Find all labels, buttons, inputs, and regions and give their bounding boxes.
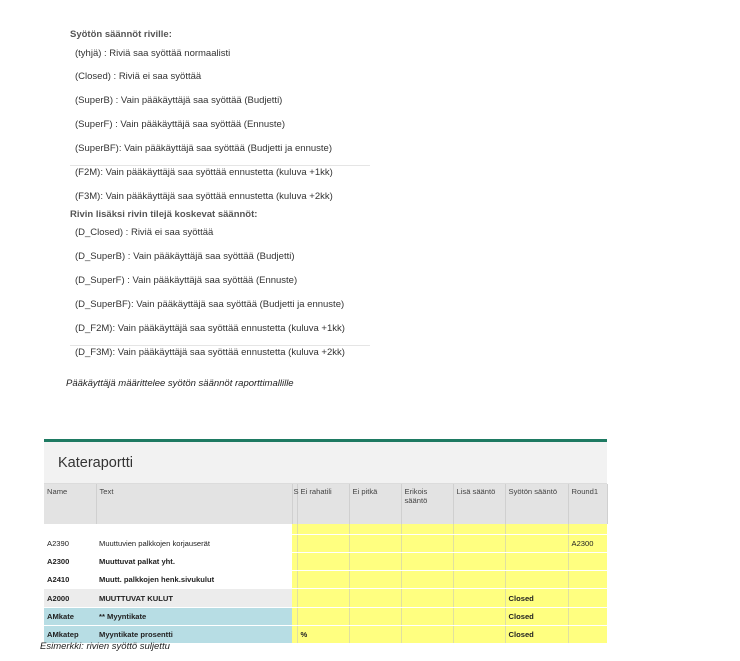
table-spacer-row bbox=[44, 524, 607, 534]
column-header-round1[interactable]: Round1 bbox=[568, 484, 607, 524]
table-header-row bbox=[44, 484, 607, 524]
table-row[interactable] bbox=[44, 589, 607, 607]
cell-ei-pitka[interactable] bbox=[349, 534, 401, 552]
cell-lisa-saanto[interactable] bbox=[453, 534, 505, 552]
table-row[interactable] bbox=[44, 571, 607, 589]
cell-syoton-saanto[interactable] bbox=[505, 571, 568, 589]
cell-erikois-saanto[interactable] bbox=[401, 552, 453, 570]
column-header-ei-pitka[interactable]: Ei pitkä bbox=[349, 484, 401, 524]
cell-erikois-saanto[interactable] bbox=[401, 589, 453, 607]
column-header-ei-rahatili[interactable]: Ei rahatili bbox=[297, 484, 349, 524]
cell-ei-pitka[interactable] bbox=[349, 625, 401, 643]
cell-round1[interactable]: A2300 bbox=[568, 534, 607, 552]
cell-lisa-saanto[interactable] bbox=[453, 552, 505, 570]
cell-round1[interactable] bbox=[568, 607, 607, 625]
cell-ei-rahatili[interactable]: % bbox=[297, 625, 349, 643]
rule-item: (SuperF) : Vain pääkäyttäjä saa syöttää (Ennuste) bbox=[75, 119, 285, 130]
subrow-rule-item: (D_F2M): Vain pääkäyttäjä saa syöttää ennustetta (kuluva +1kk) bbox=[70, 322, 370, 346]
cell-round1[interactable] bbox=[568, 571, 607, 589]
report-panel bbox=[44, 439, 607, 640]
cell-ei-rahatili[interactable] bbox=[297, 571, 349, 589]
cell-round1[interactable] bbox=[568, 625, 607, 643]
cell-syoton-saanto[interactable]: Closed bbox=[505, 625, 568, 643]
cell-lisa-saanto[interactable] bbox=[453, 625, 505, 643]
report-caption: Esimerkki: rivien syöttö suljettu bbox=[40, 641, 170, 652]
rule-item: (SuperB) : Vain pääkäyttäjä saa syöttää (Budjetti) bbox=[75, 95, 283, 106]
cell-name[interactable]: AMkatep bbox=[44, 625, 96, 643]
cell-erikois-saanto[interactable] bbox=[401, 625, 453, 643]
cell-name[interactable]: A2390 bbox=[44, 534, 96, 552]
cell-text[interactable]: Muuttuvat palkat yht. bbox=[96, 552, 292, 570]
cell-ei-pitka[interactable] bbox=[349, 607, 401, 625]
cell-ei-pitka[interactable] bbox=[349, 552, 401, 570]
cell-text[interactable]: Muutt. palkkojen henk.sivukulut bbox=[96, 571, 292, 589]
cell-erikois-saanto[interactable] bbox=[401, 571, 453, 589]
cell-text[interactable]: ** Myyntikate bbox=[96, 607, 292, 625]
cell-syoton-saanto[interactable]: Closed bbox=[505, 607, 568, 625]
cell-text[interactable]: MUUTTUVAT KULUT bbox=[96, 589, 292, 607]
cell-erikois-saanto[interactable] bbox=[401, 534, 453, 552]
cell-lisa-saanto[interactable] bbox=[453, 589, 505, 607]
rule-item: (tyhjä) : Riviä saa syöttää normaalisti bbox=[75, 48, 231, 59]
cell-text[interactable]: Muuttuvien palkkojen korjauserät bbox=[96, 534, 292, 552]
cell-name[interactable]: A2300 bbox=[44, 552, 96, 570]
rule-item: (SuperBF): Vain pääkäyttäjä saa syöttää (Budjetti ja ennuste) bbox=[70, 142, 370, 166]
table-row[interactable] bbox=[44, 607, 607, 625]
column-header-s[interactable]: S bbox=[292, 484, 297, 524]
row-rules-heading: Syötön säännöt riville: bbox=[70, 29, 172, 40]
column-header-lisa-saanto[interactable]: Lisä sääntö bbox=[453, 484, 505, 524]
cell-ei-rahatili[interactable] bbox=[297, 552, 349, 570]
cell-syoton-saanto[interactable] bbox=[505, 534, 568, 552]
cell-name[interactable]: A2000 bbox=[44, 589, 96, 607]
column-header-name[interactable]: Name bbox=[44, 484, 96, 524]
cell-round1[interactable] bbox=[568, 589, 607, 607]
cell-lisa-saanto[interactable] bbox=[453, 607, 505, 625]
cell-ei-rahatili[interactable] bbox=[297, 589, 349, 607]
cell-syoton-saanto[interactable] bbox=[505, 552, 568, 570]
report-title: Kateraportti bbox=[44, 442, 607, 484]
cell-ei-pitka[interactable] bbox=[349, 571, 401, 589]
column-header-text[interactable]: Text bbox=[96, 484, 292, 524]
cell-text[interactable]: Myyntikate prosentti bbox=[96, 625, 292, 643]
cell-ei-pitka[interactable] bbox=[349, 589, 401, 607]
cell-name[interactable]: A2410 bbox=[44, 571, 96, 589]
cell-syoton-saanto[interactable]: Closed bbox=[505, 589, 568, 607]
report-table bbox=[44, 484, 608, 644]
rule-item: (F2M): Vain pääkäyttäjä saa syöttää ennustetta (kuluva +1kk) bbox=[75, 167, 333, 178]
subrow-rule-item: (D_F3M): Vain pääkäyttäjä saa syöttää ennustetta (kuluva +2kk) bbox=[75, 347, 345, 358]
subrow-rule-item: (D_SuperBF): Vain pääkäyttäjä saa syöttää (Budjetti ja ennuste) bbox=[75, 299, 345, 310]
rule-item: (F3M): Vain pääkäyttäjä saa syöttää ennustetta (kuluva +2kk) bbox=[75, 191, 333, 202]
cell-erikois-saanto[interactable] bbox=[401, 607, 453, 625]
table-row[interactable] bbox=[44, 534, 607, 552]
cell-ei-rahatili[interactable] bbox=[297, 607, 349, 625]
subrow-rule-item: (D_SuperF) : Vain pääkäyttäjä saa syöttää (Ennuste) bbox=[75, 275, 298, 286]
cell-name[interactable]: AMkate bbox=[44, 607, 96, 625]
subrow-rules-heading: Rivin lisäksi rivin tilejä koskevat säännöt: bbox=[70, 209, 258, 220]
subrow-rule-item: (D_Closed) : Riviä ei saa syöttää bbox=[75, 227, 214, 238]
rule-item: (Closed) : Riviä ei saa syöttää bbox=[75, 71, 202, 82]
table-row[interactable] bbox=[44, 552, 607, 570]
cell-round1[interactable] bbox=[568, 552, 607, 570]
cell-ei-rahatili[interactable] bbox=[297, 534, 349, 552]
column-header-syoton-saanto[interactable]: Syötön sääntö bbox=[505, 484, 568, 524]
subrow-rule-item: (D_SuperB) : Vain pääkäyttäjä saa syöttää (Budjetti) bbox=[75, 251, 295, 262]
column-header-erikois-saanto[interactable]: Erikois sääntö bbox=[401, 484, 453, 524]
cell-lisa-saanto[interactable] bbox=[453, 571, 505, 589]
input-rules-section bbox=[70, 28, 370, 370]
rules-caption: Pääkäyttäjä määrittelee syötön säännöt raporttimallille bbox=[66, 378, 294, 389]
